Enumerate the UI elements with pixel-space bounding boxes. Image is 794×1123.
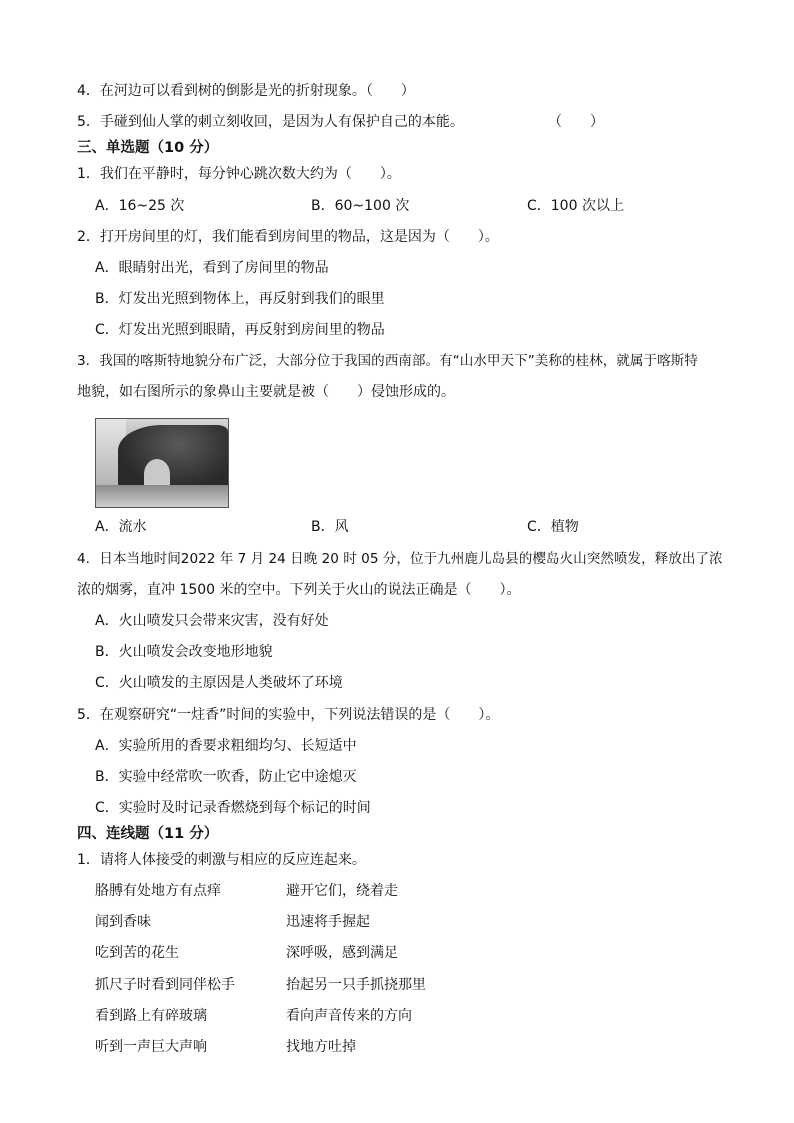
s3-q2-stem: 2．打开房间里的灯，我们能看到房间里的物品，这是因为（ ）。 <box>77 229 499 245</box>
judge-q4: 4．在河边可以看到树的倒影是光的折射现象。（ ） <box>77 83 415 99</box>
judge-q5: 5．手碰到仙人掌的刺立刻收回，是因为人有保护自己的本能。 <box>77 114 464 130</box>
s3-q5-option-a: A．实验所用的香要求粗细均匀、长短适中 <box>95 738 357 754</box>
s3-q2-option-c: C．灯发出光照到眼睛，再反射到房间里的物品 <box>95 322 385 338</box>
match-left-item: 看到路上有碎玻璃 <box>95 1008 207 1024</box>
s3-q3-option-c: C．植物 <box>527 519 579 535</box>
match-left-item: 吃到苦的花生 <box>95 945 179 961</box>
match-right-item: 避开它们，绕着走 <box>286 883 398 899</box>
match-left-item: 听到一声巨大声响 <box>95 1039 207 1055</box>
match-left-item: 抓尺子时看到同伴松手 <box>95 977 235 993</box>
match-right-item: 看向声音传来的方向 <box>286 1008 412 1024</box>
photo-water <box>96 485 228 507</box>
s3-q3-stem-line1: 3．我国的喀斯特地貌分布广泛，大部分位于我国的西南部。有“山水甲天下”美称的桂林，就属于喀斯特 <box>77 353 698 369</box>
s4-q1-stem: 1．请将人体接受的刺激与相应的反应连起来。 <box>77 852 366 868</box>
s3-q1-option-b: B．60~100 次 <box>311 198 410 214</box>
s3-q1-option-c: C．100 次以上 <box>527 198 624 214</box>
s3-q5-stem: 5．在观察研究“一炷香”时间的实验中，下列说法错误的是（ ）。 <box>77 707 500 723</box>
s3-q2-option-a: A．眼睛射出光，看到了房间里的物品 <box>95 260 329 276</box>
match-left-item: 胳膊有处地方有点痒 <box>95 883 221 899</box>
s3-q2-option-b: B．灯发出光照到物体上，再反射到我们的眼里 <box>95 291 385 307</box>
s3-q1-option-a: A．16~25 次 <box>95 198 185 214</box>
match-right-item: 深呼吸，感到满足 <box>286 945 398 961</box>
section3-title: 三、单选题（10 分） <box>77 140 219 156</box>
s3-q3-option-b: B．风 <box>311 519 349 535</box>
s3-q5-option-c: C．实验时及时记录香燃烧到每个标记的时间 <box>95 800 371 816</box>
s3-q4-option-c: C．火山喷发的主原因是人类破坏了环境 <box>95 675 343 691</box>
s3-q4-option-b: B．火山喷发会改变地形地貌 <box>95 644 273 660</box>
match-right-item: 找地方吐掉 <box>286 1039 356 1055</box>
s3-q1-stem: 1．我们在平静时，每分钟心跳次数大约为（ ）。 <box>77 166 401 182</box>
section4-title: 四、连线题（11 分） <box>77 826 219 842</box>
s3-q4-option-a: A．火山喷发只会带来灾害，没有好处 <box>95 613 329 629</box>
judge-q5-paren: （ ） <box>548 114 604 130</box>
s3-q4-stem-line1: 4．日本当地时间2022 年 7 月 24 日晚 20 时 05 分，位于九州鹿儿岛县的樱岛火山突然喷发，释放出了浓 <box>77 551 723 567</box>
s3-q3-option-a: A．流水 <box>95 519 147 535</box>
match-right-item: 抬起另一只手抓挠那里 <box>286 977 426 993</box>
match-left-item: 闻到香味 <box>95 914 151 930</box>
s3-q4-stem-line2: 浓的烟雾，直冲 1500 米的空中。下列关于火山的说法正确是（ ）。 <box>77 582 521 598</box>
s3-q3-stem-line2: 地貌，如右图所示的象鼻山主要就是被（ ）侵蚀形成的。 <box>77 384 455 400</box>
photo-hill <box>118 425 228 489</box>
s3-q5-option-b: B．实验中经常吹一吹香，防止它中途熄灭 <box>95 769 357 785</box>
match-right-item: 迅速将手握起 <box>286 914 370 930</box>
elephant-trunk-hill-photo <box>95 418 229 508</box>
